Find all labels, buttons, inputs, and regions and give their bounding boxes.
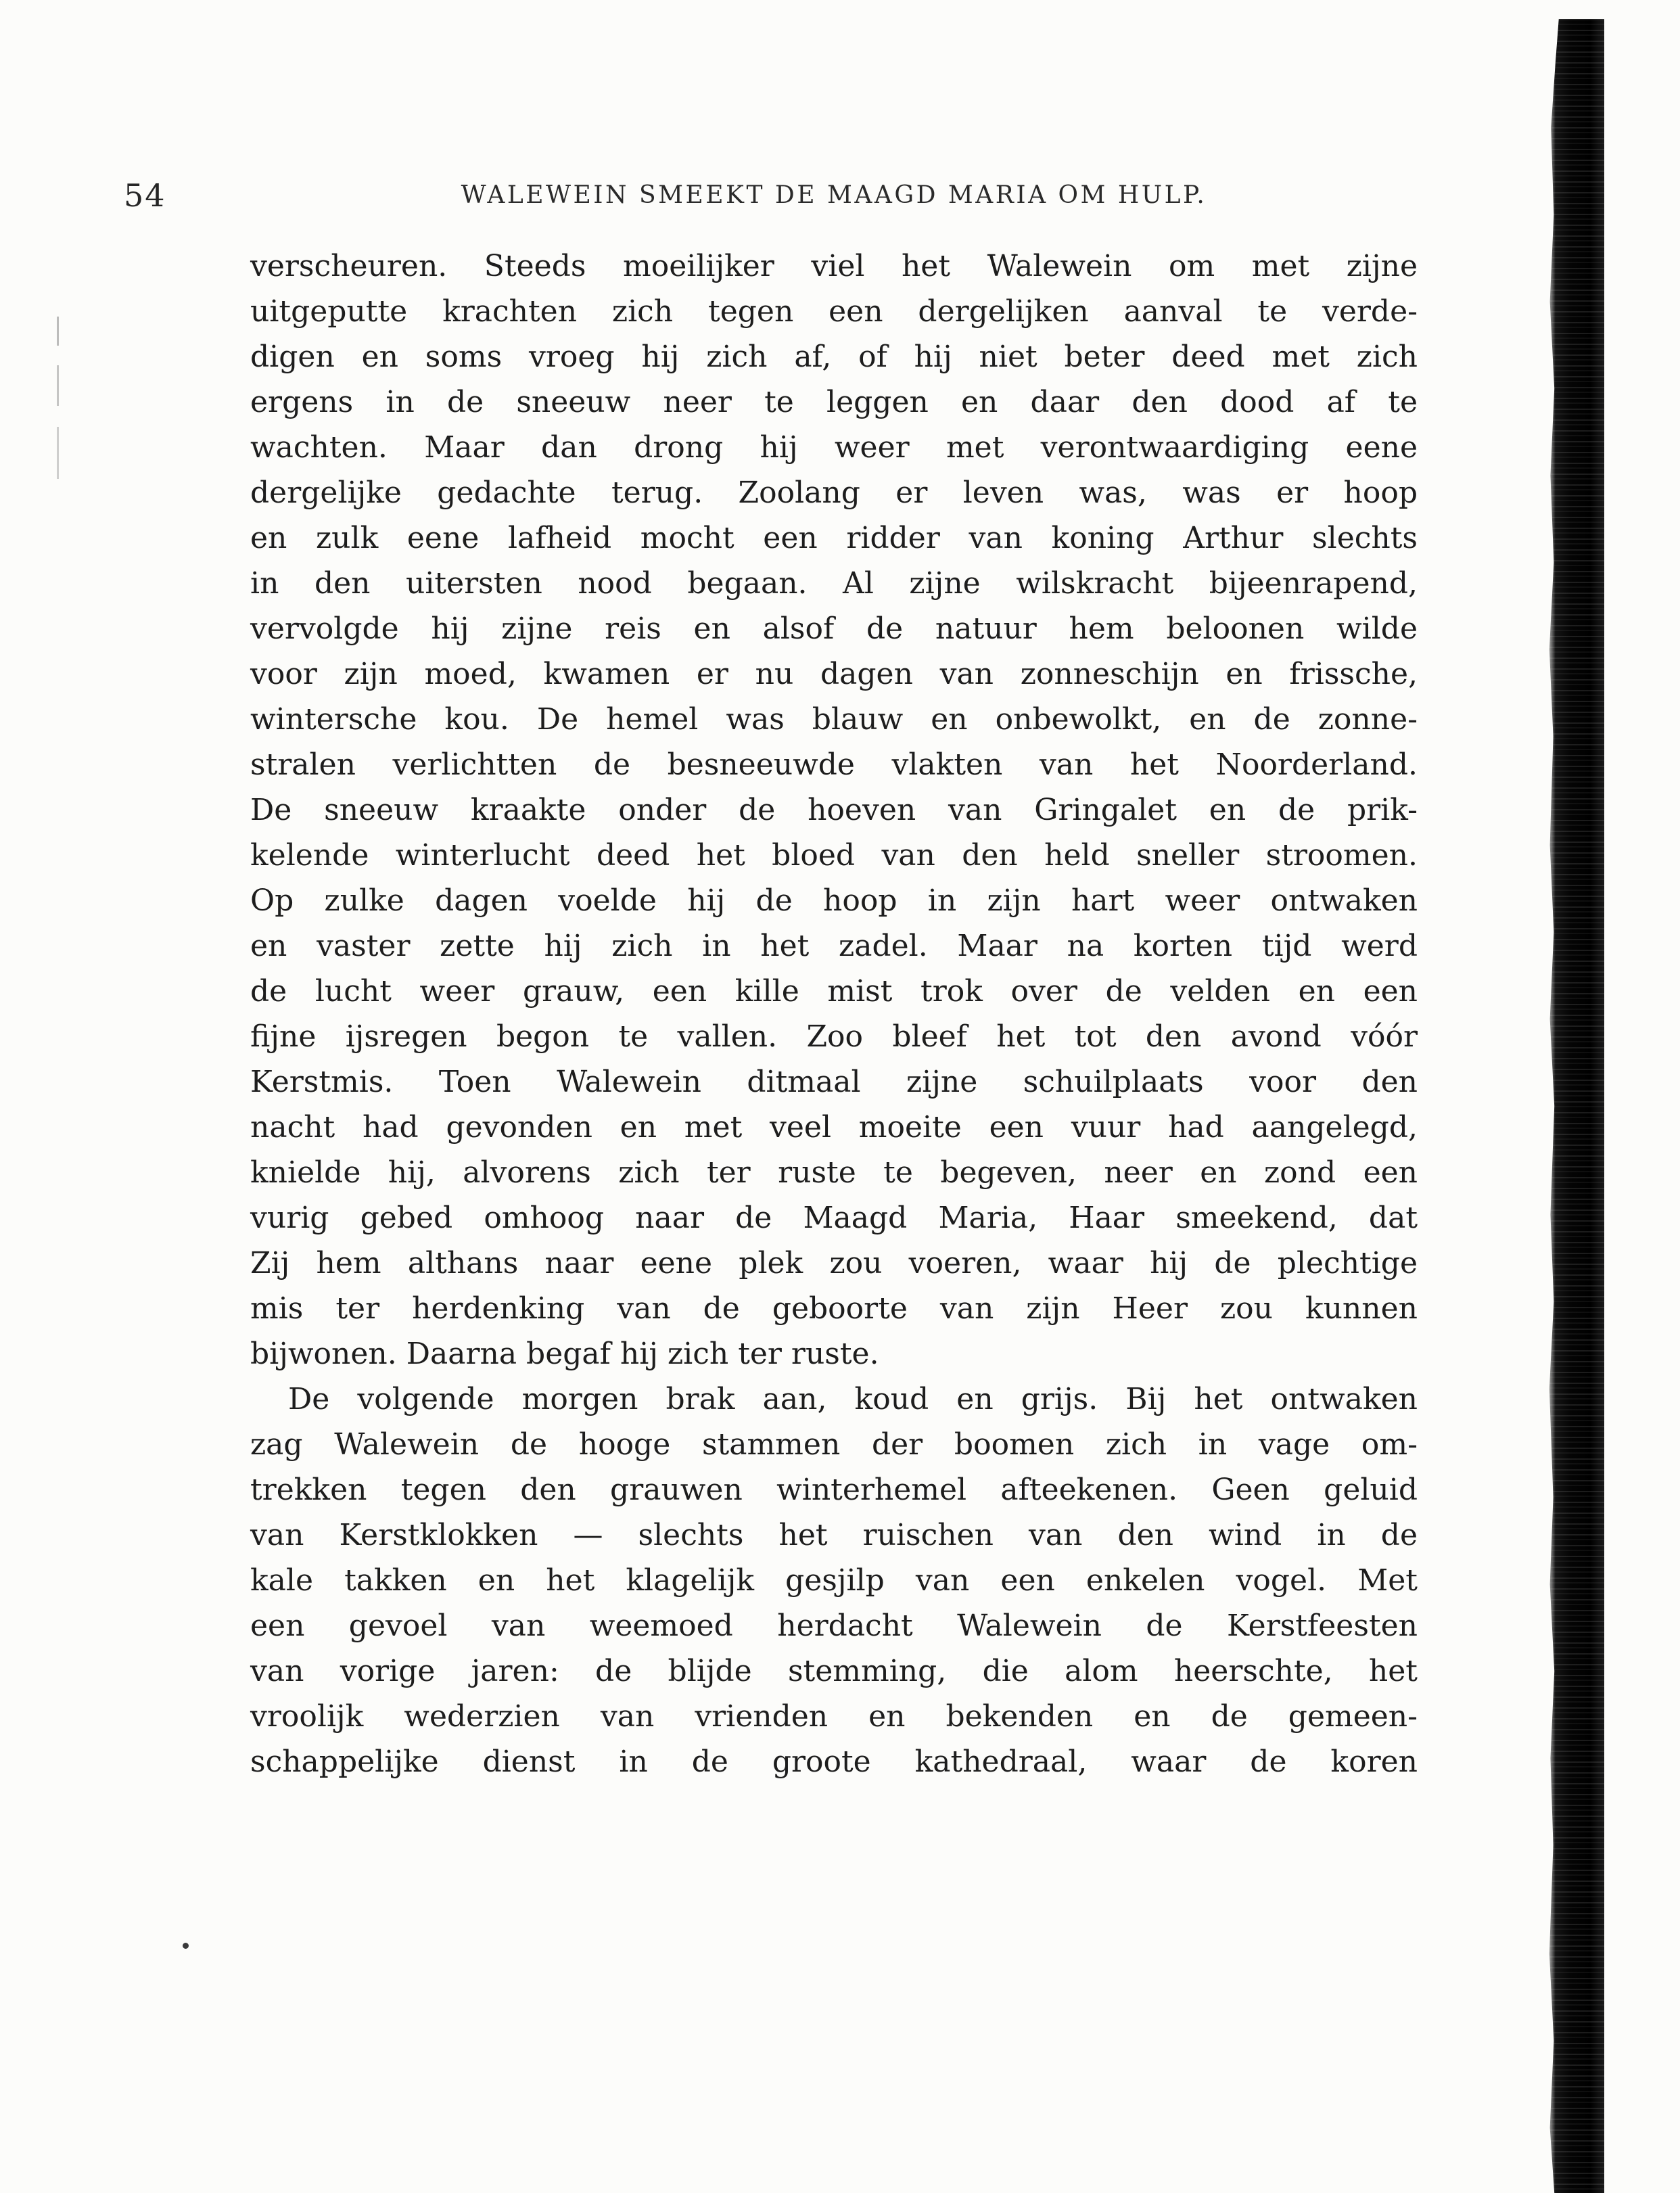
text-line: vroolijk wederzien van vrienden en bekenden en de gemeen- [250, 1699, 1418, 1734]
text-line: wachten. Maar dan drong hij weer met verontwaardiging eene [250, 430, 1418, 465]
text-line: verscheuren. Steeds moeilijker viel het Walewein om met zijne [250, 249, 1418, 283]
text-line: digen en soms vroeg hij zich af, of hij niet beter deed met zich [250, 340, 1418, 374]
text-line: zag Walewein de hooge stammen der boomen zich in vage om- [250, 1427, 1418, 1462]
text-line: fijne ijsregen begon te vallen. Zoo bleef het tot den avond vóór [250, 1019, 1418, 1054]
text-line: Op zulke dagen voelde hij de hoop in zijn hart weer ontwaken [250, 883, 1418, 918]
text-line: vervolgde hij zijne reis en alsof de natuur hem beloonen wilde [250, 611, 1418, 646]
scan-gutter-shadow [1549, 19, 1604, 2193]
text-line: en zulk eene lafheid mocht een ridder van koning Arthur slechts [250, 521, 1418, 555]
text-line: vurig gebed omhoog naar de Maagd Maria, Haar smeekend, dat [250, 1201, 1418, 1235]
text-line: van Kerstklokken — slechts het ruischen van den wind in de [250, 1518, 1418, 1552]
page-number: 54 [124, 177, 166, 214]
text-line: nacht had gevonden en met veel moeite een vuur had aangelegd, [250, 1110, 1418, 1145]
text-line: een gevoel van weemoed herdacht Walewein de Kerstfeesten [250, 1609, 1418, 1643]
text-line: van vorige jaren: de blijde stemming, die alom heerschte, het [250, 1654, 1418, 1688]
text-line: knielde hij, alvorens zich ter ruste te begeven, neer en zond een [250, 1155, 1418, 1190]
page-header-row [0, 177, 1680, 218]
text-line: stralen verlichtten de besneeuwde vlakten van het Noorderland. [250, 747, 1418, 782]
text-line-paragraph-end: bijwonen. Daarna begaf hij zich ter ruste. [250, 1337, 879, 1371]
text-line: voor zijn moed, kwamen er nu dagen van zonneschijn en frissche, [250, 657, 1418, 691]
text-line: schappelijke dienst in de groote kathedraal, waar de koren [250, 1745, 1418, 1779]
text-line: uitgeputte krachten zich tegen een dergelijken aanval te verde- [250, 294, 1418, 329]
text-line: de lucht weer grauw, een kille mist trok over de velden en een [250, 974, 1418, 1009]
text-line: en vaster zette hij zich in het zadel. Maar na korten tijd werd [250, 929, 1418, 963]
text-line-paragraph-start: De volgende morgen brak aan, koud en grijs. Bij het ontwaken [288, 1382, 1418, 1416]
text-line: trekken tegen den grauwen winterhemel afteekenen. Geen geluid [250, 1473, 1418, 1507]
text-line: kelende winterlucht deed het bloed van den held sneller stroomen. [250, 838, 1418, 873]
text-line: Kerstmis. Toen Walewein ditmaal zijne schuilplaats voor den [250, 1065, 1418, 1099]
text-line: wintersche kou. De hemel was blauw en onbewolkt, en de zonne- [250, 702, 1418, 737]
scan-artifact [57, 317, 59, 479]
text-line: in den uitersten nood begaan. Al zijne wilskracht bijeenrapend, [250, 566, 1418, 601]
text-line: kale takken en het klagelijk gesjilp van een enkelen vogel. Met [250, 1563, 1418, 1598]
page-body-text [250, 244, 1418, 1784]
text-line: dergelijke gedachte terug. Zoolang er leven was, was er hoop [250, 476, 1418, 510]
scan-artifact [183, 1943, 189, 1949]
text-line: mis ter herdenking van de geboorte van zijn Heer zou kunnen [250, 1291, 1418, 1326]
text-line: De sneeuw kraakte onder de hoeven van Gringalet en de prik- [250, 793, 1418, 827]
running-header: WALEWEIN SMEEKT DE MAAGD MARIA OM HULP. [461, 181, 1207, 209]
text-line: ergens in de sneeuw neer te leggen en daar den dood af te [250, 385, 1418, 419]
text-line: Zij hem althans naar eene plek zou voeren, waar hij de plechtige [250, 1246, 1418, 1280]
